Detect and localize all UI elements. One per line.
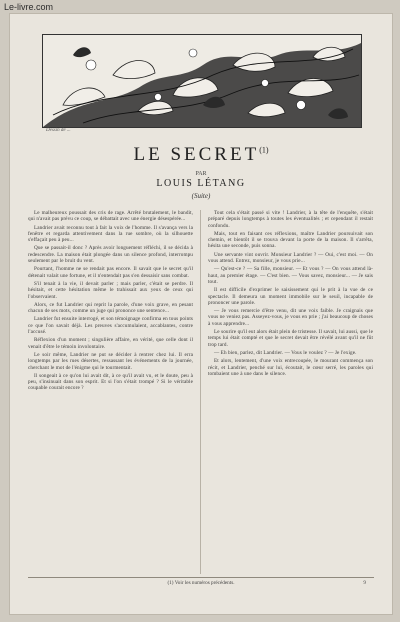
paragraph: — Qu'est-ce ? — Sa fille, monsieur. — Et vous ? — On vous attend là-haut, au premier étage. — C'est bien. — Vous savez, monsieur... — Je sais tout. (208, 266, 373, 285)
paragraph: Que se passait-il donc ? Après avoir longuement réfléchi, il se décida à redescendre. La maison était plongée dans un silence profond, interrompu seulement par le bruit du vent. (28, 245, 193, 265)
title-footnote-marker: (1) (259, 145, 269, 155)
page-sheet (10, 14, 392, 614)
paragraph: Tout cela s'était passé si vite ! Landrier, à la tête de l'enquête, s'était préparé depuis longtemps à toutes les éventualités ; et cependant il restait confondu. (208, 210, 373, 229)
footnote: (1) Voir les numéros précédents. (167, 580, 235, 586)
byline-par: PAR (195, 171, 207, 177)
column-divider (200, 210, 201, 574)
banner-caption: Dessin de ... (46, 128, 71, 133)
paragraph: Une servante vint ouvrir. Monsieur Landrier ? — Oui, c'est moi. — On vous attend. Entrez, monsieur, je vous prie... (208, 251, 373, 265)
paragraph: Réflexion d'un moment ; singulière affaire, en vérité, que celle dont il venait d'être le témoin involontaire. (28, 337, 193, 350)
text-column-right (208, 210, 373, 574)
article-subtitle: (Suite) (191, 192, 211, 200)
paragraph: Alors, ce fut Landrier qui reprit la parole, d'une voix grave, en pesant chacun de ses mots, comme un juge qui prononce une sentence... (28, 301, 193, 315)
leaf-ornament-illustration (43, 35, 361, 127)
paragraph: Le sourire qu'il eut alors était plein de tristesse. Il savait, lui aussi, que le temps lui était compté et que le secret devait être révélé avant qu'il ne fût trop tard. (208, 329, 373, 348)
paragraph: Le soir même, Landrier ne put se décider à rentrer chez lui. Il erra longtemps par les rues désertes, ressassant les événements de la journée, cherchant le mot de l'énigme qui le tourmentait. (28, 351, 193, 371)
paragraph: Il songeait à ce qu'on lui avait dit, à ce qu'il avait vu, et le doute, peu à peu, s'insinuait dans son esprit. Et si l'on s'était trompé ? Si le véritable coupable courait encore ? (28, 372, 193, 392)
decorative-banner (42, 34, 362, 128)
paragraph: S'il tenait à la vie, il devait parler ; mais parler, c'était se perdre. Il hésitait, et cette hésitation même le trahissait aux yeux de ceux qui l'observaient. (28, 280, 193, 300)
paragraph: — Je vous remercie d'être venu, dit une voix faible. Je craignais que vous ne veniez pas. Asseyez-vous, je vous en prie ; j'ai beaucoup de choses à vous apprendre... (208, 308, 373, 327)
text-column-left (28, 210, 193, 574)
article-title: LE SECRET$^{(1)}$ (133, 144, 269, 165)
paragraph: Le malheureux poussait des cris de rage. Arrêté brutalement, le bandit, qui n'avait pas prévu ce coup, se débattait avec une énergie désespérée... (28, 210, 193, 223)
watermark: Le-livre.com (4, 2, 54, 12)
paragraph: Il est difficile d'exprimer le saisissement qui le prit à la vue de ce spectacle. Il demeura un moment immobile sur le seuil, incapable de prononcer une parole. (208, 287, 373, 306)
paragraph: Landrier fut ensuite interrogé, et son témoignage confirma en tous points ce que l'on savait déjà. Les preuves s'accumulaient, accablantes, contre l'accusé. (28, 316, 193, 336)
footer-rule (28, 577, 374, 578)
paragraph: Et alors, lentement, d'une voix entrecoupée, le mourant commença son récit, et Landrier, penché sur lui, écoutait, le cœur serré, les paroles qui tombaient une à une dans le silence. (208, 358, 373, 377)
article-author: LOUIS LÉTANG (156, 178, 246, 189)
paragraph: — Eh bien, parlez, dit Landrier. — Vous le voulez ? — Je l'exige. (214, 349, 357, 356)
paragraph: Mais, tout en faisant ces réflexions, maître Landrier poursuivait son chemin, et bientôt il se trouva devant la porte de la maison. Il s'arrêta, hésita une seconde, puis sonna. (208, 230, 373, 250)
paragraph: Pourtant, l'homme ne se rendait pas encore. Il savait que le secret qu'il détenait valait une fortune, et il n'entendait pas s'en dessaisir sans combat. (28, 266, 193, 279)
paragraph: Landrier avait reconnu tout à fait la voix de l'homme. Il s'avança vers la fenêtre et regarda attentivement dans la rue sombre, où la silhouette s'effaçait peu à peu... (28, 224, 193, 244)
page-number: 9 (363, 580, 366, 586)
